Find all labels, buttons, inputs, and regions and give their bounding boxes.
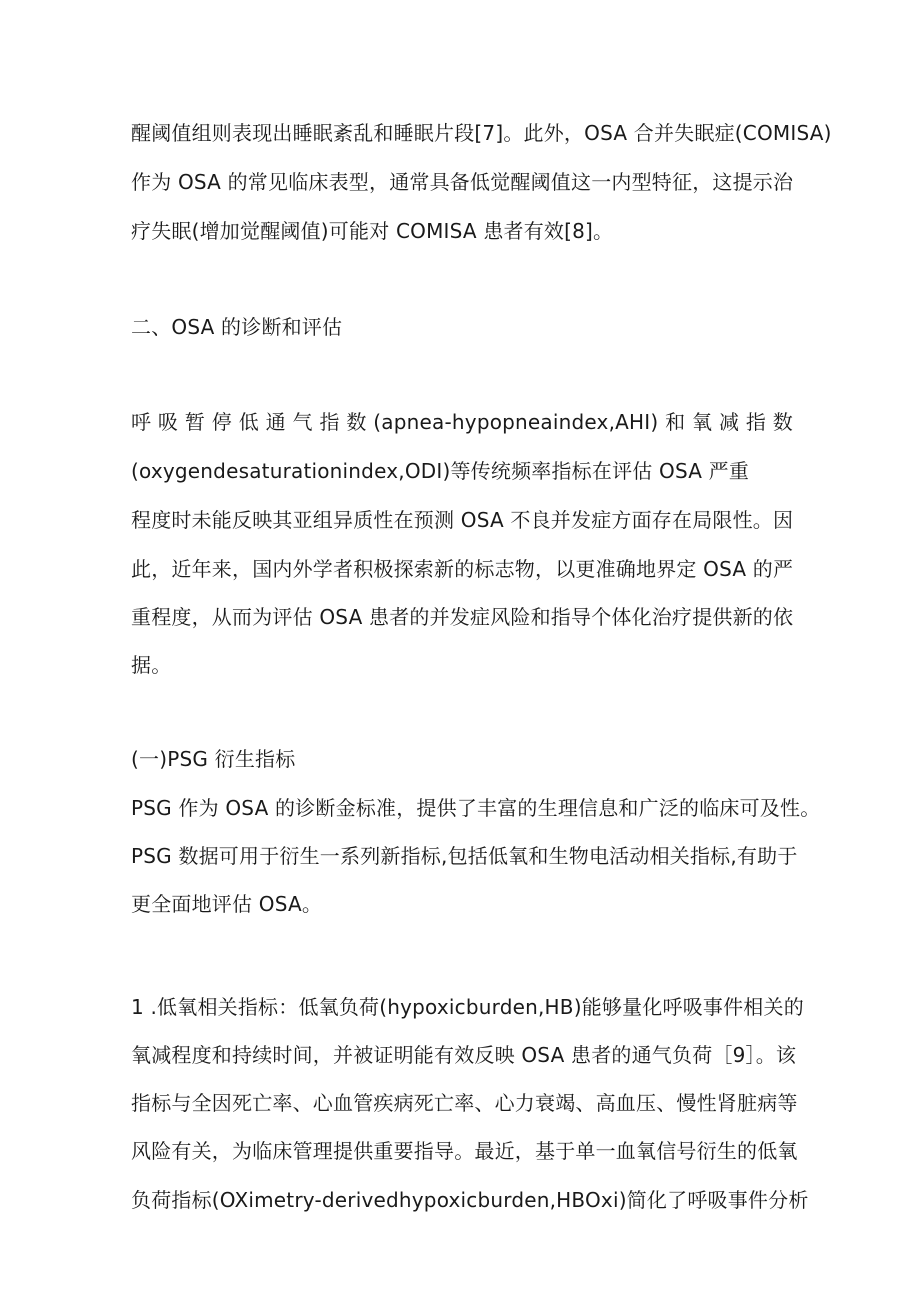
subsection-heading: (一)PSG 衍生指标 (131, 747, 296, 771)
paragraph-3-line-2: PSG 数据可用于衍生一系列新指标,包括低氧和生物电活动相关指标,有助于 (131, 844, 798, 868)
paragraph-3-line-1: PSG 作为 OSA 的诊断金标准，提供了丰富的生理信息和广泛的临床可及性。 (131, 796, 821, 820)
paragraph-4-line-4: 风险有关，为临床管理提供重要指导。最近，基于单一血氧信号衍生的低氧 (131, 1139, 798, 1163)
section-heading: 二、OSA 的诊断和评估 (131, 315, 343, 339)
paragraph-1-line-2: 作为 OSA 的常见临床表型，通常具备低觉醒阈值这一内型特征，这提示治 (131, 170, 794, 194)
paragraph-2-line-5: 重程度，从而为评估 OSA 患者的并发症风险和指导个体化治疗提供新的依 (131, 605, 794, 629)
paragraph-2-line-6: 据。 (131, 653, 172, 677)
paragraph-4-line-5: 负荷指标(OXimetry-derivedhypoxicburden,HBOxi)简化了呼吸事件分析 (131, 1188, 809, 1212)
paragraph-1-line-1: 醒阈值组则表现出睡眠紊乱和睡眠片段[7]。此外，OSA 合并失眠症(COMISA) (131, 121, 832, 145)
paragraph-2-line-4: 此，近年来，国内外学者积极探索新的标志物，以更准确地界定 OSA 的严 (131, 557, 794, 581)
paragraph-4-line-3: 指标与全因死亡率、心血管疾病死亡率、心力衰竭、高血压、慢性肾脏病等 (131, 1091, 798, 1115)
paragraph-2-line-3: 程度时未能反映其亚组异质性在预测 OSA 不良并发症方面存在局限性。因 (131, 508, 794, 532)
paragraph-4-line-2: 氧减程度和持续时间，并被证明能有效反映 OSA 患者的通气负荷［9］。该 (131, 1043, 797, 1067)
paragraph-1-line-3: 疗失眠(增加觉醒阈值)可能对 COMISA 患者有效[8]。 (131, 219, 614, 243)
paragraph-4-line-1: 1 .低氧相关指标：低氧负荷(hypoxicburden,HB)能够量化呼吸事件相关的 (131, 995, 804, 1019)
paragraph-3-line-3: 更全面地评估 OSA。 (131, 892, 323, 916)
paragraph-2-line-1: 呼吸暂停低通气指数(apnea-hypopneaindex,AHI)和氧减指数 (131, 410, 793, 434)
paragraph-2-line-2: (oxygendesaturationindex,ODI)等传统频率指标在评估 OSA 严重 (131, 459, 750, 483)
